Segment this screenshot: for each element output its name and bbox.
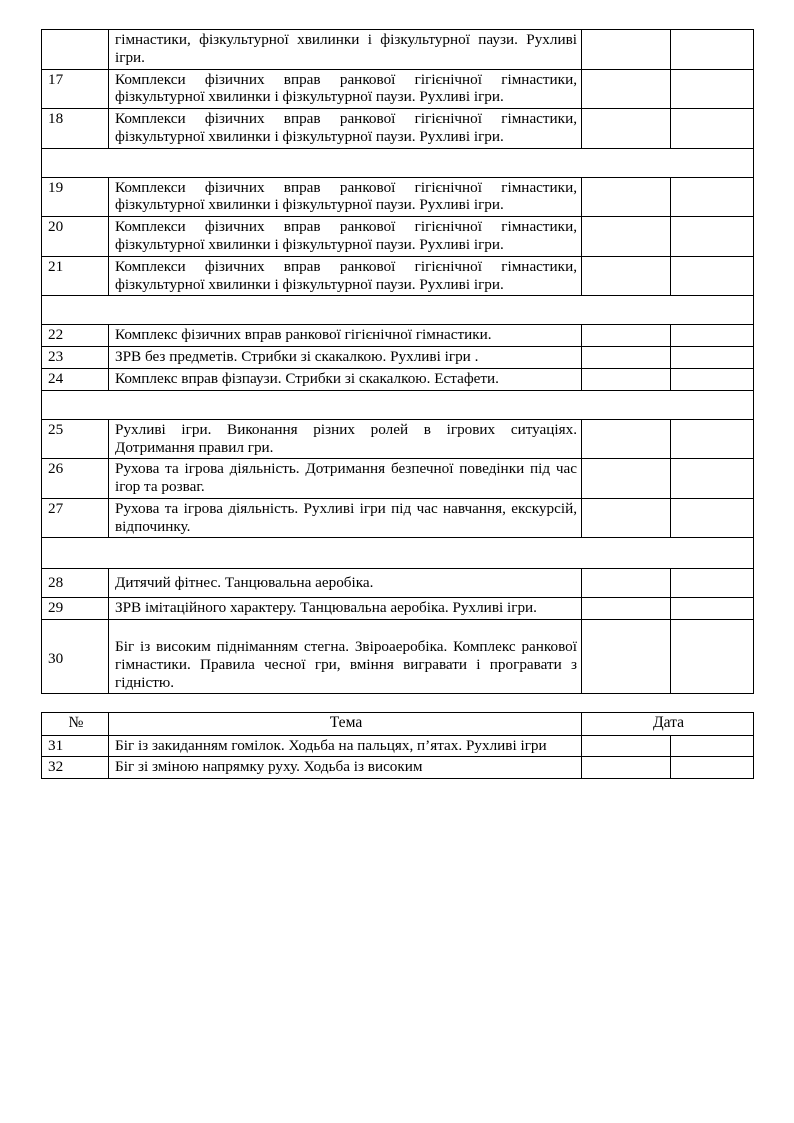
row-number: 23 xyxy=(42,347,109,369)
row-number: 24 xyxy=(42,368,109,390)
row-number: 18 xyxy=(42,109,109,149)
row-date-1[interactable] xyxy=(582,347,671,369)
row-date-2[interactable] xyxy=(671,256,754,296)
row-date-1[interactable] xyxy=(582,325,671,347)
row-date-1[interactable] xyxy=(582,498,671,538)
row-number: 21 xyxy=(42,256,109,296)
column-header-number: № xyxy=(42,713,109,735)
row-date-2[interactable] xyxy=(671,69,754,109)
row-date-2[interactable] xyxy=(671,325,754,347)
table-row xyxy=(42,256,754,296)
row-date-2[interactable] xyxy=(671,598,754,620)
table-row xyxy=(42,757,754,779)
row-date-1[interactable] xyxy=(582,459,671,499)
spacer-cell xyxy=(42,148,754,177)
row-date-2[interactable] xyxy=(671,217,754,257)
row-date-1[interactable] xyxy=(582,735,671,757)
row-number: 29 xyxy=(42,598,109,620)
table-spacer-row xyxy=(42,148,754,177)
row-date-1[interactable] xyxy=(582,69,671,109)
row-number: 26 xyxy=(42,459,109,499)
table-row xyxy=(42,325,754,347)
row-date-1[interactable] xyxy=(582,757,671,779)
row-date-2[interactable] xyxy=(671,347,754,369)
row-date-1[interactable] xyxy=(582,419,671,459)
row-number: 19 xyxy=(42,177,109,217)
row-date-1[interactable] xyxy=(582,30,671,70)
table-row xyxy=(42,177,754,217)
row-date-2[interactable] xyxy=(671,109,754,149)
table-two-head xyxy=(42,713,754,735)
row-topic: Рухова та ігрова діяльність. Дотримання безпечної поведінки під час ігор та розваг. xyxy=(109,459,582,499)
table-spacer-row xyxy=(42,296,754,325)
row-number: 28 xyxy=(42,569,109,598)
row-number: 25 xyxy=(42,419,109,459)
column-header-date: Дата xyxy=(582,713,754,735)
row-date-1[interactable] xyxy=(582,109,671,149)
row-topic: гімнастики, фізкультурної хвилинки і фізкультурної паузи. Рухливі ігри. xyxy=(109,30,582,70)
table-row xyxy=(42,498,754,538)
row-number: 32 xyxy=(42,757,109,779)
row-date-1[interactable] xyxy=(582,368,671,390)
spacer-cell xyxy=(42,390,754,419)
table-two-body xyxy=(42,735,754,779)
row-date-2[interactable] xyxy=(671,569,754,598)
row-date-2[interactable] xyxy=(671,419,754,459)
row-date-2[interactable] xyxy=(671,459,754,499)
row-topic: Рухова та ігрова діяльність. Рухливі ігри під час навчання, екскурсій, відпочинку. xyxy=(109,498,582,538)
row-number: 27 xyxy=(42,498,109,538)
spacer-cell xyxy=(42,296,754,325)
row-date-2[interactable] xyxy=(671,757,754,779)
spacer-cell xyxy=(42,538,754,569)
row-topic: Комплекси фізичних вправ ранкової гігієнічної гімнастики, фізкультурної хвилинки і фізкультурної паузи. Рухливі ігри. xyxy=(109,109,582,149)
row-number: 31 xyxy=(42,735,109,757)
row-date-2[interactable] xyxy=(671,30,754,70)
table-row xyxy=(42,419,754,459)
row-topic: Дитячий фітнес. Танцювальна аеробіка. xyxy=(109,569,582,598)
row-number xyxy=(42,30,109,70)
row-topic: Комплекси фізичних вправ ранкової гігієнічної гімнастики, фізкультурної хвилинки і фізкультурної паузи. Рухливі ігри. xyxy=(109,69,582,109)
table-header-row xyxy=(42,713,754,735)
table-spacer-row xyxy=(42,538,754,569)
row-topic: Комплекси фізичних вправ ранкової гігієнічної гімнастики, фізкультурної хвилинки і фізкультурної паузи. Рухливі ігри. xyxy=(109,256,582,296)
row-topic: Біг із закиданням гомілок. Ходьба на пальцях, п’ятах. Рухливі ігри xyxy=(109,735,582,757)
table-row xyxy=(42,619,754,693)
table-row xyxy=(42,735,754,757)
table-row xyxy=(42,459,754,499)
table-row xyxy=(42,217,754,257)
table-row xyxy=(42,368,754,390)
table-row xyxy=(42,69,754,109)
row-date-2[interactable] xyxy=(671,735,754,757)
table-row xyxy=(42,347,754,369)
row-topic: Комплекси фізичних вправ ранкової гігієнічної гімнастики, фізкультурної хвилинки і фізкультурної паузи. Рухливі ігри. xyxy=(109,177,582,217)
row-date-2[interactable] xyxy=(671,177,754,217)
row-date-2[interactable] xyxy=(671,619,754,693)
row-date-2[interactable] xyxy=(671,498,754,538)
table-row xyxy=(42,598,754,620)
row-topic: Рухливі ігри. Виконання різних ролей в ігрових ситуаціях. Дотримання правил гри. xyxy=(109,419,582,459)
table-row xyxy=(42,109,754,149)
table-row xyxy=(42,569,754,598)
table-row xyxy=(42,30,754,70)
row-topic: Біг із високим підніманням стегна. Звіроаеробіка. Комплекс ранкової гімнастики. Правила чесної гри, вміння вигравати і програвати з гідністю. xyxy=(109,619,582,693)
lesson-plan-table-part-2 xyxy=(41,712,754,779)
row-date-2[interactable] xyxy=(671,368,754,390)
row-date-1[interactable] xyxy=(582,598,671,620)
row-topic: Комплекси фізичних вправ ранкової гігієнічної гімнастики, фізкультурної хвилинки і фізкультурної паузи. Рухливі ігри. xyxy=(109,217,582,257)
table-gap xyxy=(41,694,753,712)
table-one-body xyxy=(42,30,754,694)
row-topic: Комплекс фізичних вправ ранкової гігієнічної гімнастики. xyxy=(109,325,582,347)
row-date-1[interactable] xyxy=(582,217,671,257)
column-header-topic: Тема xyxy=(109,713,582,735)
row-number: 30 xyxy=(42,619,109,693)
row-date-1[interactable] xyxy=(582,177,671,217)
lesson-plan-table-part-1 xyxy=(41,29,754,694)
row-number: 17 xyxy=(42,69,109,109)
row-date-1[interactable] xyxy=(582,619,671,693)
row-topic: Комплекс вправ фізпаузи. Стрибки зі скакалкою. Естафети. xyxy=(109,368,582,390)
row-topic: ЗРВ імітаційного характеру. Танцювальна аеробіка. Рухливі ігри. xyxy=(109,598,582,620)
table-spacer-row xyxy=(42,390,754,419)
row-number: 22 xyxy=(42,325,109,347)
row-date-1[interactable] xyxy=(582,256,671,296)
row-date-1[interactable] xyxy=(582,569,671,598)
row-number: 20 xyxy=(42,217,109,257)
row-topic: Біг зі зміною напрямку руху. Ходьба із високим xyxy=(109,757,582,779)
row-topic: ЗРВ без предметів. Стрибки зі скакалкою. Рухливі ігри . xyxy=(109,347,582,369)
